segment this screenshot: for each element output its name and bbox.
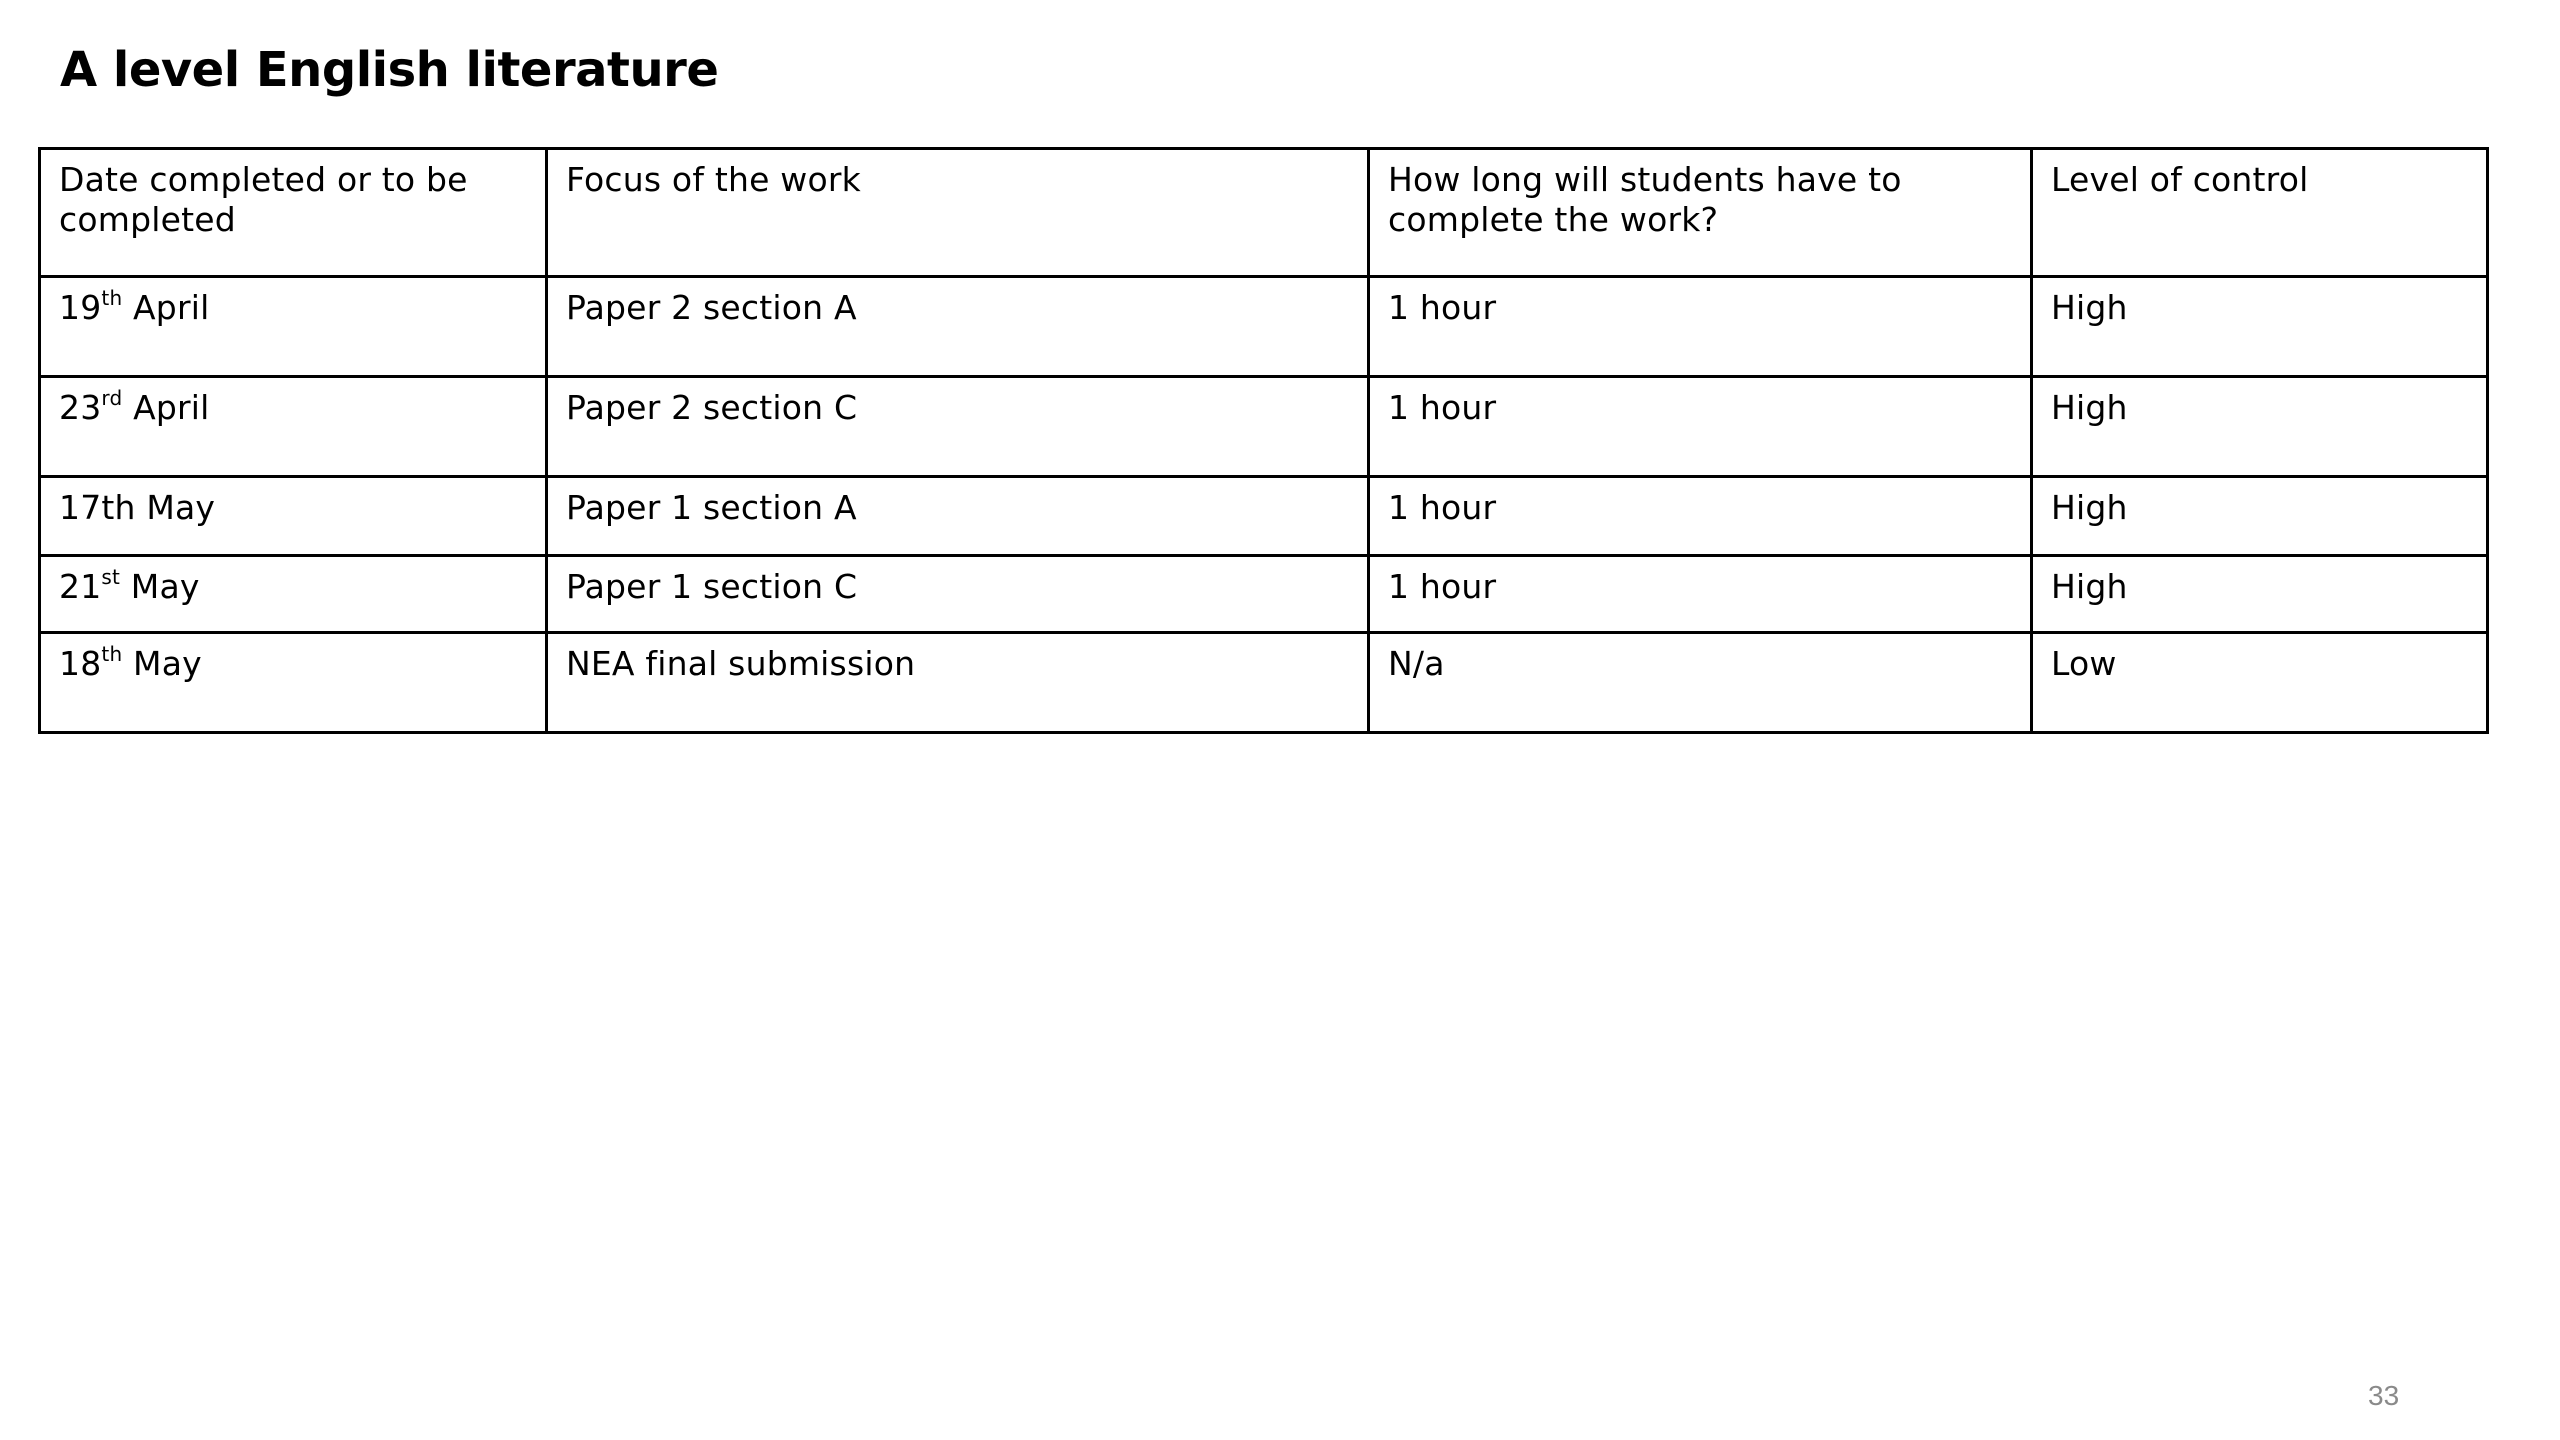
- date-cell: [40, 377, 547, 477]
- date-cell: [40, 556, 547, 633]
- date-day: 19: [59, 288, 102, 327]
- date-suffix: th: [101, 642, 123, 666]
- control-cell: High: [2032, 277, 2488, 377]
- table-header-row: [40, 149, 2488, 277]
- control-cell: High: [2032, 556, 2488, 633]
- duration-cell: N/a: [1369, 633, 2032, 733]
- table-row: [40, 556, 2488, 633]
- date-cell: [40, 477, 547, 556]
- table-row: [40, 633, 2488, 733]
- control-cell: High: [2032, 477, 2488, 556]
- date-day: 23: [59, 388, 102, 427]
- focus-cell: NEA final submission: [547, 633, 1369, 733]
- focus-cell: Paper 1 section C: [547, 556, 1369, 633]
- date-suffix: st: [101, 565, 121, 589]
- duration-cell: 1 hour: [1369, 377, 2032, 477]
- date-cell: [40, 277, 547, 377]
- duration-cell: 1 hour: [1369, 556, 2032, 633]
- header-date: Date completed or to be completed: [40, 149, 547, 277]
- date-day: 18: [59, 644, 102, 683]
- control-cell: High: [2032, 377, 2488, 477]
- duration-cell: 1 hour: [1369, 277, 2032, 377]
- control-cell: Low: [2032, 633, 2488, 733]
- date-day: 21: [59, 567, 102, 606]
- date-suffix: rd: [101, 386, 123, 410]
- date-suffix: th: [101, 286, 123, 310]
- duration-cell: 1 hour: [1369, 477, 2032, 556]
- date-month: April: [122, 388, 210, 427]
- header-duration: How long will students have to complete the work?: [1369, 149, 2032, 277]
- table-row: [40, 377, 2488, 477]
- table-row: [40, 477, 2488, 556]
- focus-cell: Paper 2 section A: [547, 277, 1369, 377]
- date-cell: [40, 633, 547, 733]
- page-number: 33: [2368, 1380, 2400, 1411]
- date-month: May: [122, 644, 202, 683]
- header-control: Level of control: [2032, 149, 2488, 277]
- table-row: [40, 277, 2488, 377]
- slide-title: A level English literature: [60, 42, 719, 98]
- date-day: 17th May: [59, 488, 216, 527]
- assessment-schedule-table: [38, 147, 2489, 734]
- focus-cell: Paper 2 section C: [547, 377, 1369, 477]
- date-month: April: [122, 288, 210, 327]
- date-month: May: [120, 567, 200, 606]
- focus-cell: Paper 1 section A: [547, 477, 1369, 556]
- header-focus: Focus of the work: [547, 149, 1369, 277]
